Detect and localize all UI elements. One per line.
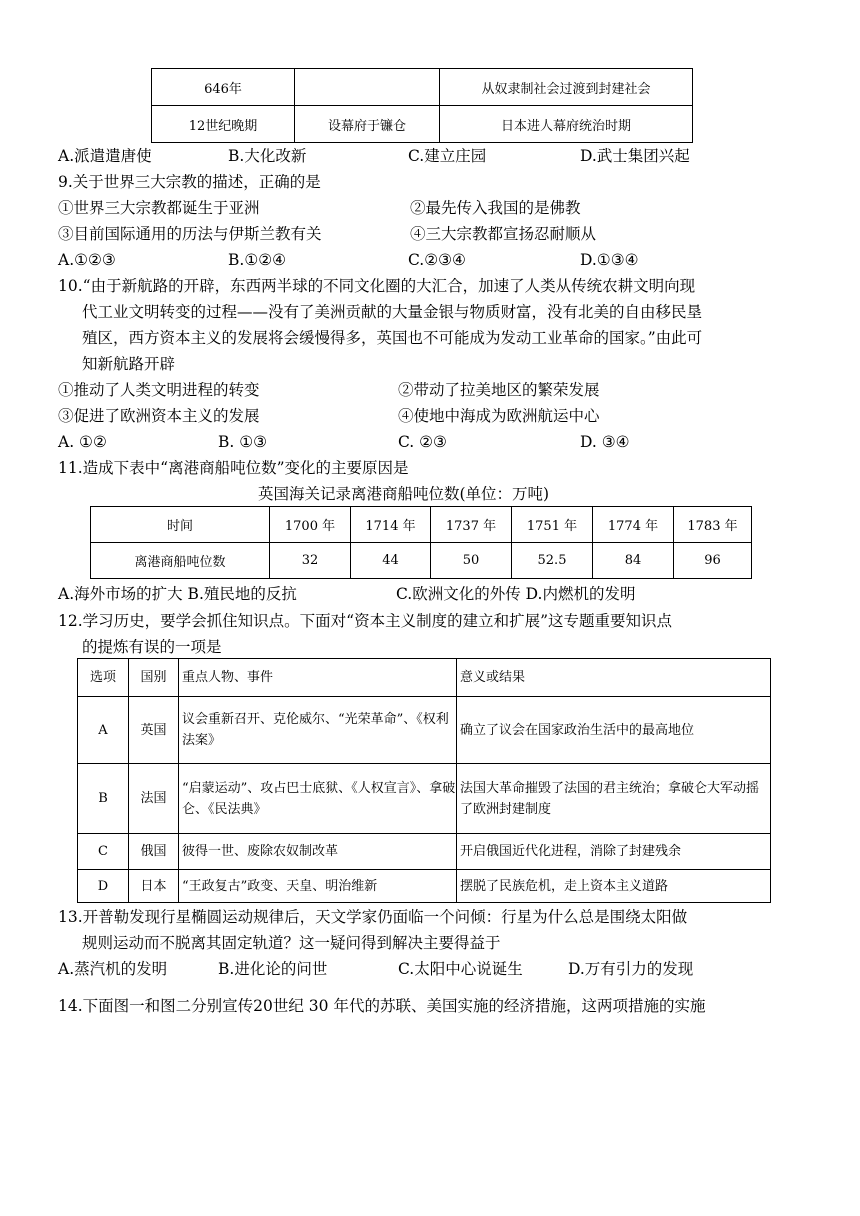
- q13-option-d: D.万有引力的发现: [568, 960, 694, 978]
- table-cell: 50: [431, 543, 512, 579]
- table-row: [78, 697, 771, 764]
- table-cell: “王政复古”政变、天皇、明治维新: [179, 870, 457, 903]
- table-cell: 96: [674, 543, 752, 579]
- table-header-cell: 1700 年: [270, 507, 351, 543]
- table-cell: A: [78, 697, 129, 764]
- tonnage-table: [90, 506, 752, 579]
- table-row: [152, 69, 693, 106]
- table-cell: B: [78, 764, 129, 834]
- table-cell: 英国: [129, 697, 179, 764]
- q10-option-c: C. ②③: [398, 433, 447, 451]
- q8-option-c: C.建立庄园: [408, 147, 487, 165]
- table-row: [78, 870, 771, 903]
- table-cell: 开启俄国近代化进程，消除了封建残余: [457, 834, 771, 870]
- q8-option-d: D.武士集团兴起: [580, 147, 690, 165]
- table-row: [91, 543, 752, 579]
- table-cell: 法国大革命摧毁了法国的君主统治；拿破仑大军动摇了欧洲封建制度: [457, 764, 771, 834]
- table-cell: 从奴隶制社会过渡到封建社会: [440, 69, 693, 106]
- table-header-cell: 1774 年: [593, 507, 674, 543]
- table-cell: 设幕府于镰仓: [295, 106, 440, 143]
- q10-item-4: ④使地中海成为欧洲航运中心: [398, 407, 600, 425]
- table-cell: C: [78, 834, 129, 870]
- q10-stem-line: 殖区，西方资本主义的发展将会缓慢得多，英国也不可能成为发动工业革命的国家。”由此可: [82, 329, 703, 347]
- table-header-cell: 1751 年: [512, 507, 593, 543]
- table-header-cell: 1737 年: [431, 507, 512, 543]
- table-cell: 12世纪晚期: [152, 106, 295, 143]
- table-cell: [295, 69, 440, 106]
- q10-item-2: ②带动了拉美地区的繁荣发展: [398, 381, 600, 399]
- q10-option-a: A. ①②: [58, 433, 107, 451]
- table-cell: 离港商船吨位数: [91, 543, 270, 579]
- table-cell: 彼得一世、废除农奴制改革: [179, 834, 457, 870]
- table-header-cell: 时间: [91, 507, 270, 543]
- q13-option-b: B.进化论的问世: [218, 960, 328, 978]
- q8-option-b: B.大化改新: [228, 147, 307, 165]
- q10-item-3: ③促进了欧洲资本主义的发展: [58, 407, 260, 425]
- table-cell: 52.5: [512, 543, 593, 579]
- table-cell: “启蒙运动”、攻占巴士底狱、《人权宣言》、拿破仑、《民法典》: [179, 764, 457, 834]
- q11-stem: 11.造成下表中“离港商船吨位数”变化的主要原因是: [58, 459, 409, 477]
- table-header-cell: 选项: [78, 659, 129, 697]
- table-cell: 确立了议会在国家政治生活中的最高地位: [457, 697, 771, 764]
- table-row: [152, 106, 693, 143]
- q9-stem: 9.关于世界三大宗教的描述，正确的是: [58, 173, 321, 191]
- q12-stem-line: 12.学习历史，要学会抓住知识点。下面对“资本主义制度的建立和扩展”这专题重要知识点: [58, 612, 673, 630]
- q12-stem-line: 的提炼有误的一项是: [82, 638, 222, 656]
- q10-option-d: D. ③④: [580, 433, 630, 451]
- table-cell: 44: [351, 543, 431, 579]
- q11-options-ab: A.海外市场的扩大 B.殖民地的反抗: [58, 585, 297, 603]
- table-cell: 32: [270, 543, 351, 579]
- table-header-row: [78, 659, 771, 697]
- q13-stem-line: 13.开普勒发现行星椭圆运动规律后，天文学家仍面临一个问倾：行星为什么总是围绕太阳做: [58, 908, 688, 926]
- table-row: [78, 834, 771, 870]
- q11-options-cd: C.欧洲文化的外传 D.内燃机的发明: [396, 585, 636, 603]
- table-header-cell: 1783 年: [674, 507, 752, 543]
- q10-stem-line: 10.“由于新航路的开辟，东西两半球的不同文化圈的大汇合，加速了人类从传统农耕文明向现: [58, 277, 696, 295]
- table-header-row: [91, 507, 752, 543]
- q9-option-a: A.①②③: [58, 251, 116, 269]
- q11-table-title: 英国海关记录离港商船吨位数(单位：万吨): [258, 485, 550, 503]
- table-header-cell: 1714 年: [351, 507, 431, 543]
- q10-stem-line: 代工业文明转变的过程——没有了美洲贡献的大量金银与物质财富，没有北美的自由移民垦: [82, 303, 703, 321]
- q9-item-1: ①世界三大宗教都诞生于亚洲: [58, 199, 260, 217]
- q13-option-c: C.太阳中心说诞生: [398, 960, 523, 978]
- q10-stem-line: 知新航路开辟: [82, 355, 176, 373]
- table-header-cell: 重点人物、事件: [179, 659, 457, 697]
- table-header-cell: 意义或结果: [457, 659, 771, 697]
- q9-item-4: ④三大宗教都宣扬忍耐顺从: [410, 225, 597, 243]
- q10-item-1: ①推动了人类文明进程的转变: [58, 381, 260, 399]
- table-cell: 日本: [129, 870, 179, 903]
- q13-option-a: A.蒸汽机的发明: [58, 960, 168, 978]
- table-cell: 摆脱了民族危机，走上资本主义道路: [457, 870, 771, 903]
- q9-item-3: ③目前国际通用的历法与伊斯兰教有关: [58, 225, 322, 243]
- table-cell: 84: [593, 543, 674, 579]
- q9-option-d: D.①③④: [580, 251, 639, 269]
- q14-stem: 14.下面图一和图二分别宣传20世纪 30 年代的苏联、美国实施的经济措施，这两项措施的实施: [58, 997, 706, 1015]
- table-row: [78, 764, 771, 834]
- table-cell: 日本进人幕府统治时期: [440, 106, 693, 143]
- table-cell: D: [78, 870, 129, 903]
- q9-item-2: ②最先传入我国的是佛教: [410, 199, 581, 217]
- q8-option-a: A.派遣遣唐使: [58, 147, 152, 165]
- q9-option-c: C.②③④: [408, 251, 466, 269]
- history-event-table: [151, 68, 693, 143]
- table-cell: 议会重新召开、克伦威尔、“光荣革命”、《权利法案》: [179, 697, 457, 764]
- table-cell: 法国: [129, 764, 179, 834]
- q9-option-b: B.①②④: [228, 251, 287, 269]
- table-cell: 俄国: [129, 834, 179, 870]
- table-header-cell: 国别: [129, 659, 179, 697]
- table-cell: 646年: [152, 69, 295, 106]
- capitalism-topic-table: [77, 658, 771, 903]
- q13-stem-line: 规则运动而不脱离其固定轨道？这一疑问得到解决主要得益于: [82, 934, 501, 952]
- q10-option-b: B. ①③: [218, 433, 268, 451]
